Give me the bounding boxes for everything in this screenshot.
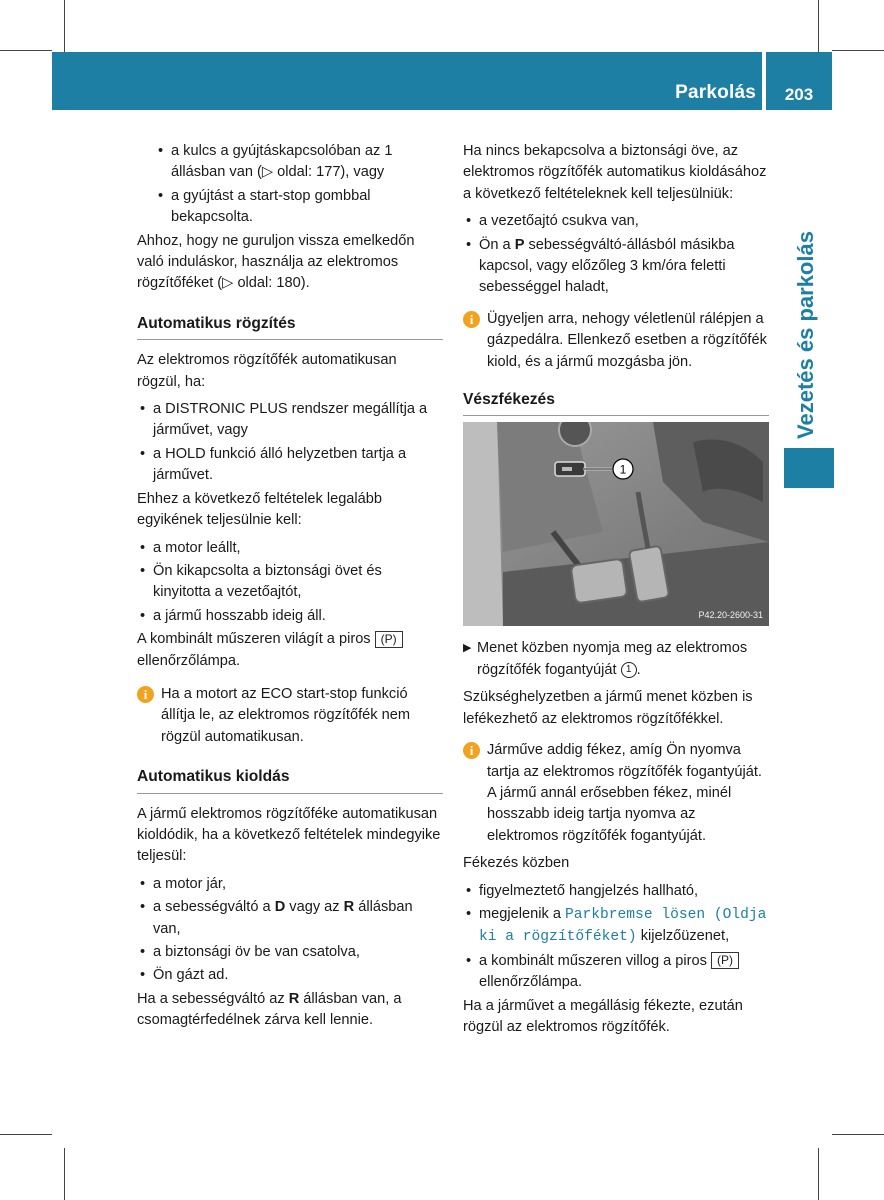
crop-mark bbox=[0, 50, 52, 51]
figure-code: P42.20-2600-31 bbox=[698, 610, 763, 621]
crop-mark bbox=[818, 1148, 819, 1200]
parking-brake-figure bbox=[463, 422, 769, 626]
paragraph: Az elektromos rögzítőfék automatikusan rögzül, ha: bbox=[137, 352, 397, 390]
info-icon: i bbox=[137, 686, 154, 703]
list-item: • a kulcs a gyújtáskapcsolóban az 1 állásban van (▷ oldal: 177), vagy bbox=[158, 143, 393, 181]
side-chapter-tab bbox=[784, 448, 834, 488]
list-item: • Ön gázt ad. bbox=[140, 967, 229, 984]
paragraph: Ha a járművet a megállásig fékezte, ezután rögzül az elektromos rögzítőfék. bbox=[463, 997, 743, 1035]
parking-brake-lamp-icon: (P) bbox=[375, 631, 403, 648]
left-column bbox=[137, 141, 443, 1038]
list-item: • a biztonsági öv be van csatolva, bbox=[140, 944, 360, 960]
header-bar bbox=[52, 52, 762, 110]
list-item: • a motor leállt, bbox=[140, 539, 241, 556]
list-item: • Ön kikapcsolta a biztonsági övet és kinyitotta a vezetőajtót, bbox=[140, 562, 382, 601]
paragraph: Ahhoz, hogy ne guruljon vissza emelkedőn való induláskor, használja az elektromos rögzítőféket (▷ oldal: 180). bbox=[137, 232, 415, 292]
list-item: • Ön a P sebességváltó-állásból másikba kapcsol, vagy előzőleg 3 km/óra feletti sebességgel haladt, bbox=[466, 236, 735, 296]
crop-mark bbox=[832, 50, 884, 51]
list-item: • a DISTRONIC PLUS rendszer megállítja a járművet, vagy bbox=[140, 401, 428, 439]
page-number: 203 bbox=[784, 85, 814, 104]
figure-callout: 1 bbox=[619, 462, 627, 477]
list-item: • a jármű hosszabb ideig áll. bbox=[140, 607, 326, 624]
paragraph: Fékezés közben bbox=[463, 855, 570, 872]
list-item: • a HOLD funkció álló helyzetben tartja a járművet. bbox=[140, 445, 407, 484]
section-heading: Automatikus rögzítés bbox=[137, 313, 443, 340]
step-arrow-icon: ▶ bbox=[463, 642, 472, 655]
info-note: i Ügyeljen arra, nehogy véletlenül rálépjen a gázpedálra. Ellenkező esetben a rögzítőfék kiold, és a jármű mozgásba jön. bbox=[463, 309, 769, 373]
list-item: • a motor jár, bbox=[140, 875, 226, 892]
crop-mark bbox=[0, 1134, 52, 1135]
paragraph: Ehhez a következő feltételek legalább egyikének teljesülnie kell: bbox=[137, 490, 383, 529]
list-item: • a kombinált műszeren villog a piros (P) ellenőrzőlámpa. bbox=[463, 951, 769, 994]
crop-mark bbox=[832, 1134, 884, 1135]
info-note: i Járműve addig fékez, amíg Ön nyomva tartja az elektromos rögzítőfék fogantyúját. A jármű annál erősebben fékez, minél hosszabb ideig tartja nyomva az elektromos rögzítőfék fogantyúját. bbox=[463, 740, 769, 847]
paragraph: A jármű elektromos rögzítőféke automatikusan kioldódik, ha a következő feltételek mindegyike teljesül: bbox=[137, 805, 441, 865]
crop-mark bbox=[64, 0, 65, 52]
paragraph: Szükséghelyzetben a jármű menet közben is lefékezhető az elektromos rögzítőfékkel. bbox=[463, 689, 753, 727]
info-note: i Ha a motort az ECO start-stop funkció állítja le, az elektromos rögzítőfék nem rögzül automatikusan. bbox=[137, 684, 443, 748]
instruction-step: ▶ Menet közben nyomja meg az elektromos rögzítőfék fogantyúját 1 . bbox=[463, 640, 748, 678]
list-item: • a sebességváltó a D vagy az R állásban van, bbox=[140, 899, 413, 937]
callout-number: 1 bbox=[621, 662, 637, 678]
list-item: • a vezetőajtó csukva van, bbox=[466, 213, 639, 230]
paragraph: Ha a sebességváltó az R állásban van, a csomagtérfedélnek zárva kell lennie. bbox=[137, 990, 402, 1029]
right-column bbox=[463, 141, 769, 1044]
info-icon: i bbox=[463, 742, 480, 759]
list-item: • figyelmeztető hangjelzés hallható, bbox=[466, 882, 699, 899]
info-icon: i bbox=[463, 311, 480, 328]
list-item: • a gyújtást a start-stop gombbal bekapcsolta. bbox=[158, 187, 371, 226]
footwell-illustration bbox=[463, 422, 769, 626]
list-item: • megjelenik a Parkbremse lösen (Oldja ki a rögzítőféket) kijelzőüzenet, bbox=[466, 905, 767, 946]
crop-mark bbox=[64, 1148, 65, 1200]
display-message: Parkbremse lösen (Oldja ki a rögzítőféket) bbox=[479, 906, 767, 946]
paragraph: Ha nincs bekapcsolva a biztonsági öve, az elektromos rögzítőfék automatikus kioldásához a következő feltételeknek kell teljesülniük: bbox=[463, 143, 767, 202]
section-heading: Vészfékezés bbox=[463, 391, 555, 409]
crop-mark bbox=[818, 0, 819, 52]
page-title: Parkolás bbox=[675, 82, 756, 103]
paragraph: A kombinált műszeren világít a piros (P) ellenőrzőlámpa. bbox=[137, 629, 443, 672]
parking-brake-lamp-icon: (P) bbox=[711, 952, 739, 969]
section-heading: Automatikus kioldás bbox=[137, 766, 443, 793]
side-chapter-label: Vezetés és parkolás bbox=[793, 231, 818, 439]
